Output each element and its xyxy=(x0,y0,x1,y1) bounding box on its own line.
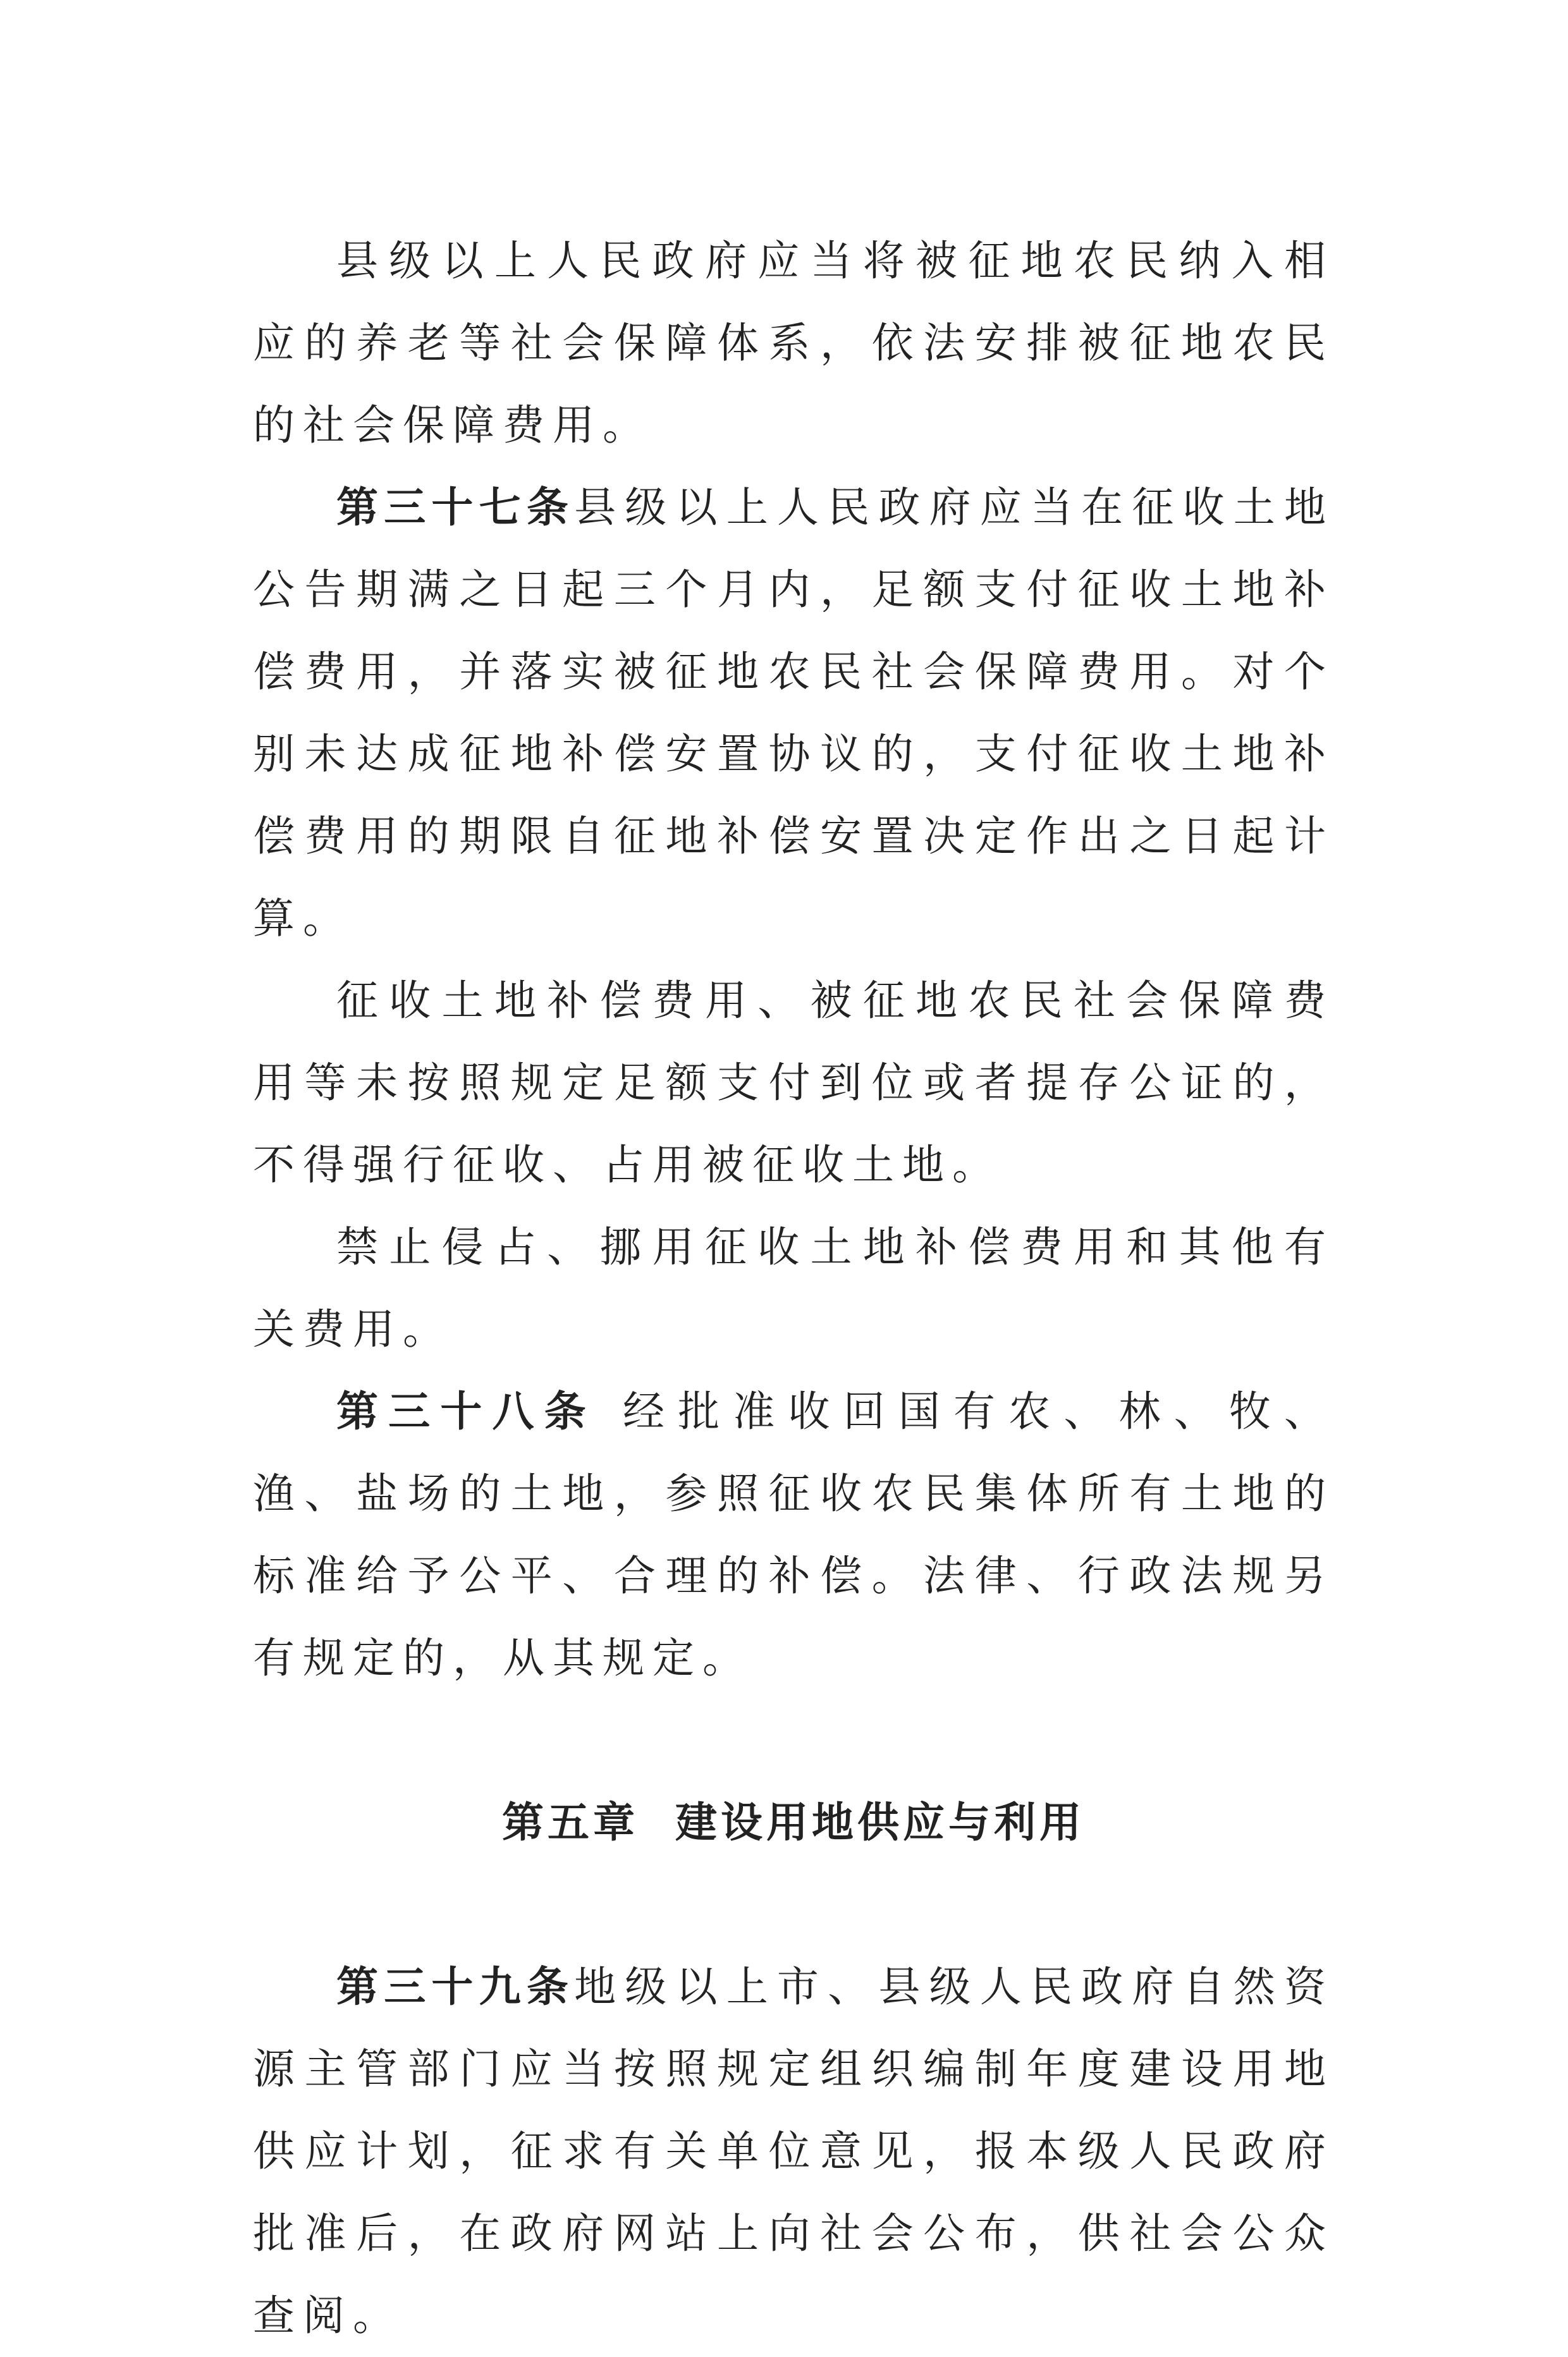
article-number: 第三十七条 xyxy=(336,483,575,532)
article-number: 第三十九条 xyxy=(336,1962,575,2011)
paragraph-prohibition xyxy=(253,1206,1334,1371)
chapter-heading xyxy=(253,1782,1334,1864)
document-body xyxy=(253,220,1334,2357)
paragraph-article-37 xyxy=(253,467,1334,960)
paragraph-article-39 xyxy=(253,1946,1334,2357)
paragraph-payment-requirement xyxy=(253,960,1334,1206)
paragraph-social-security xyxy=(253,220,1334,467)
paragraph-text: 禁止侵占、挪用征收土地补偿费用和其他有关费用。 xyxy=(253,1223,1334,1354)
paragraph-text: 县级以上人民政府应当在征收土地公告期满之日起三个月内，足额支付征收土地补偿费用，并落实被征地农民社会保障费用。对个别未达成征地补偿安置协议的，支付征收土地补偿费用的期限自征地补偿安置决定作出之日起计算。 xyxy=(253,483,1335,943)
chapter-title-text: 建设用地供应与利用 xyxy=(675,1798,1085,1847)
paragraph-article-38 xyxy=(253,1371,1334,1699)
paragraph-text: 县级以上人民政府应当将被征地农民纳入相应的养老等社会保障体系，依法安排被征地农民的社会保障费用。 xyxy=(253,236,1334,450)
article-number: 第三十八条 xyxy=(336,1387,596,1436)
paragraph-text: 征收土地补偿费用、被征地农民社会保障费用等未按照规定足额支付到位或者提存公证的，不得强行征收、占用被征收土地。 xyxy=(253,976,1334,1189)
chapter-number: 第五章 xyxy=(502,1798,639,1847)
paragraph-text: 地级以上市、县级人民政府自然资源主管部门应当按照规定组织编制年度建设用地供应计划，征求有关单位意见，报本级人民政府批准后，在政府网站上向社会公布，供社会公众查阅。 xyxy=(253,1962,1335,2340)
paragraph-text: 经批准收回国有农、林、牧、渔、盐场的土地，参照征收农民集体所有土地的标准给予公平、合理的补偿。法律、行政法规另有规定的，从其规定。 xyxy=(253,1387,1335,1682)
